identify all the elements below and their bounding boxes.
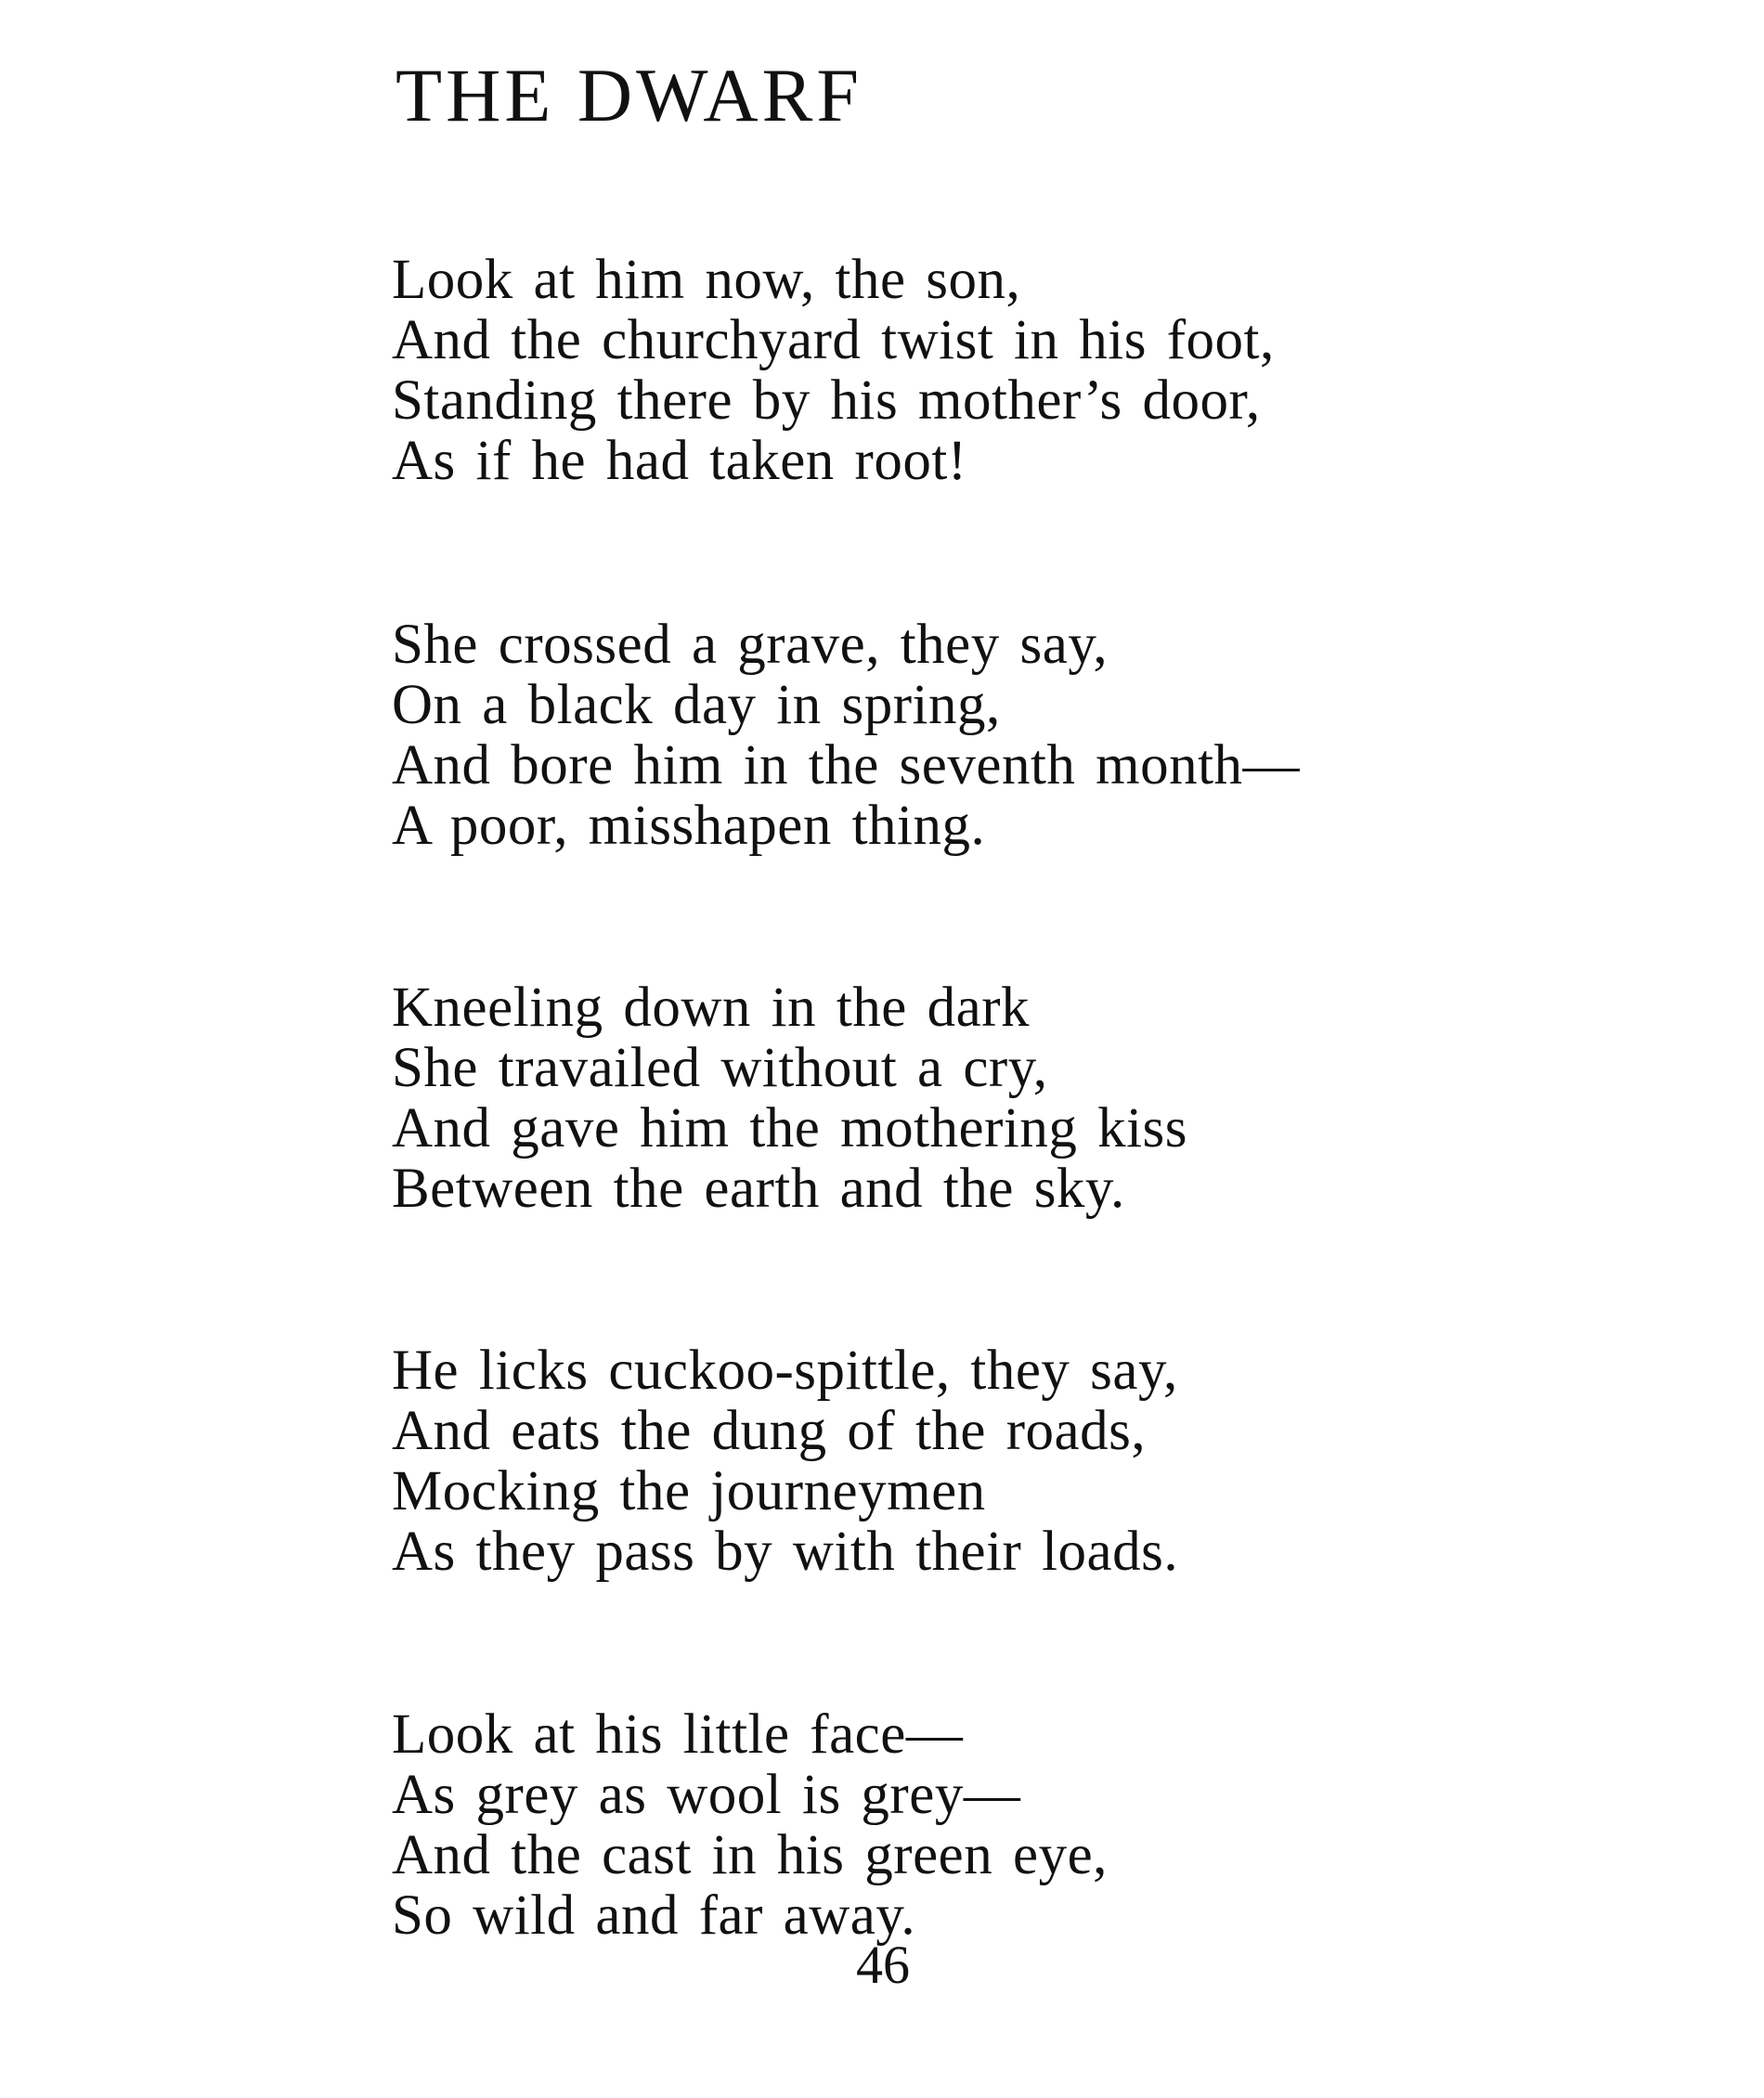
- stanza-1: [392, 250, 1275, 491]
- poem-line: Between the earth and the sky.: [392, 1158, 1125, 1220]
- poem-line: As they pass by with their loads.: [392, 1521, 1179, 1583]
- poem-line: She travailed without a cry,: [392, 1037, 1048, 1099]
- poem-line: Look at him now, the son,: [392, 249, 1021, 311]
- page-number: 46: [856, 1935, 910, 1995]
- poem-line: So wild and far away.: [392, 1884, 916, 1947]
- poem-line: As if he had taken root!: [392, 430, 967, 492]
- poem-line: And gave him the mothering kiss: [392, 1097, 1188, 1159]
- poem-line: Mocking the journeymen: [392, 1460, 986, 1522]
- poem-line: She crossed a grave, they say,: [392, 614, 1109, 676]
- stanza-5: [392, 1704, 1108, 1946]
- poem-line: Kneeling down in the dark: [392, 977, 1031, 1039]
- stanza-2: [392, 615, 1300, 856]
- poem-line: He licks cuckoo-spittle, they say,: [392, 1340, 1178, 1402]
- poem-line: On a black day in spring,: [392, 674, 1001, 736]
- poem-line: As grey as wool is grey—: [392, 1764, 1021, 1826]
- poem-title: THE DWARF: [396, 53, 863, 137]
- poem-line: And bore him in the seventh month—: [392, 734, 1301, 796]
- poem-line: And the cast in his green eye,: [392, 1824, 1108, 1886]
- poem-line: And eats the dung of the roads,: [392, 1400, 1147, 1462]
- poem-line: Look at his little face—: [392, 1703, 964, 1766]
- stanza-4: [392, 1340, 1178, 1582]
- poem-line: A poor, misshapen thing.: [392, 795, 986, 857]
- poem-line: And the churchyard twist in his foot,: [392, 309, 1275, 371]
- stanza-3: [392, 978, 1187, 1219]
- poem-line: Standing there by his mother’s door,: [392, 369, 1261, 432]
